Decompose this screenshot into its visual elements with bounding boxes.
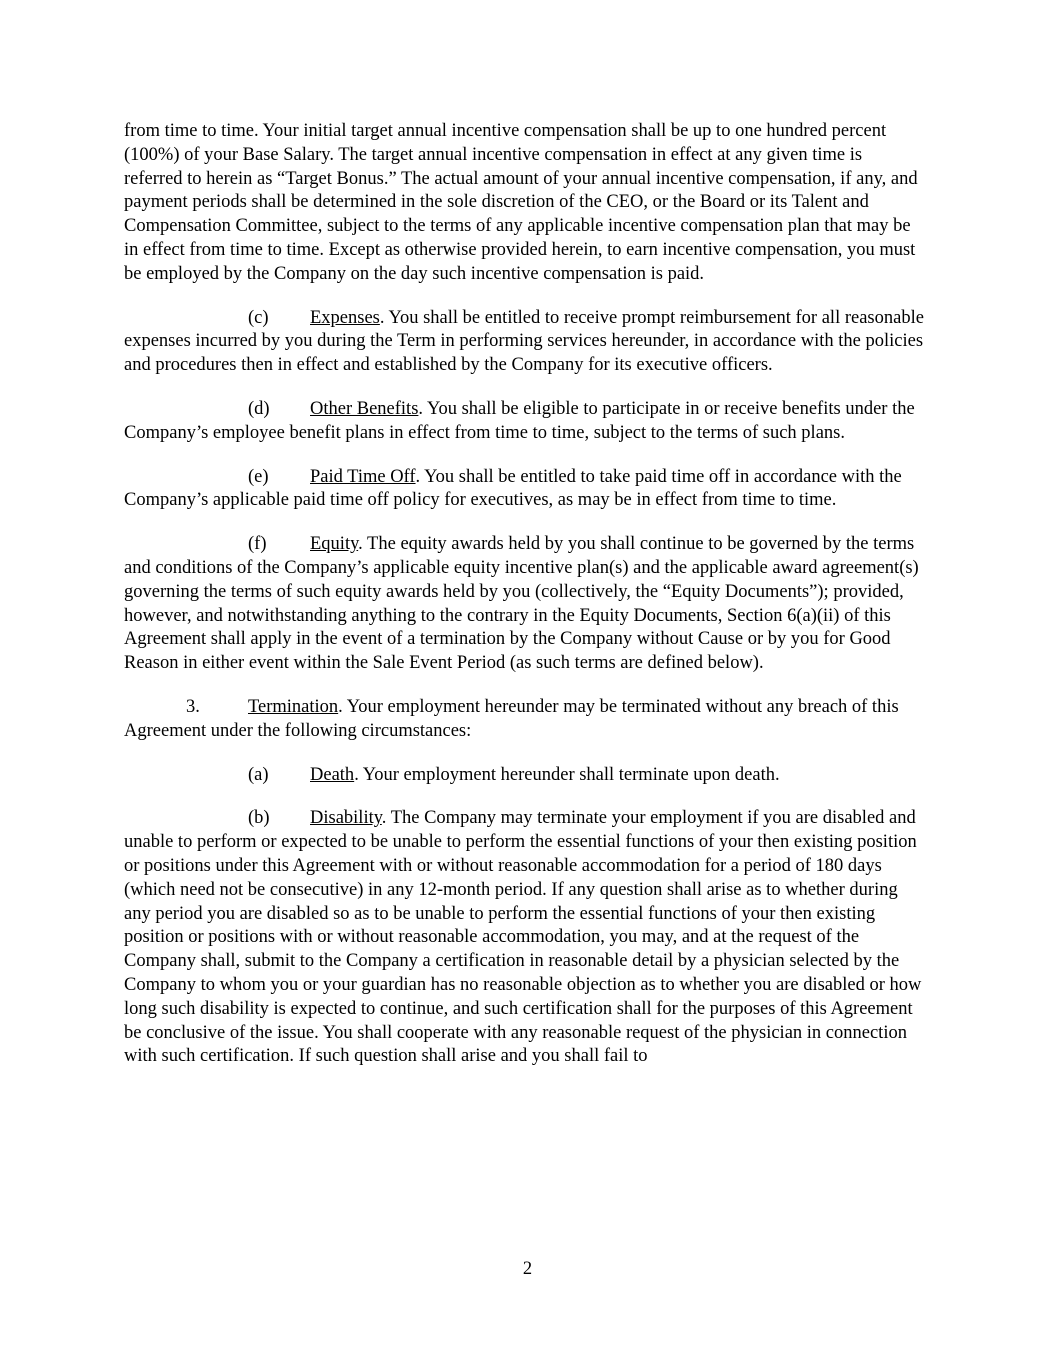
section-heading: Termination	[248, 696, 339, 717]
paragraph-marker: (c)	[248, 307, 269, 328]
paragraph-text: . The Company may terminate your employment if you are disabled and unable to perform or expected to be unable to perform the essential functions of your then existing position or positions under this Agreement with or without reasonable accommodation for a period of 180 days (which need not be consecutive) in any 12-month period. If any question shall arise as to whether during any period you are disabled so as to be unable to perform the essential functions of your then existing position or positions with or without reasonable accommodation, you may, and at the request of the Company shall, submit to the Company a certification in reasonable detail by a physician selected by the Company to whom you or your guardian has no reasonable objection as to whether you are disabled or how long such disability is expected to continue, and such certification shall for the purposes of this Agreement be conclusive of the issue. You shall cooperate with any reasonable request of the physician in connection with such certification. If such question shall arise and you shall fail to	[124, 808, 922, 1067]
death-paragraph	[248, 764, 924, 788]
paragraph-text: . You shall be entitled to take paid time off in accordance with the Company’s applicable paid time off policy for executives, as may be in effect from time to time.	[124, 466, 902, 511]
expenses-paragraph	[124, 307, 924, 378]
paragraph-text: . The equity awards held by you shall continue to be governed by the terms and conditions of the Company’s applicable equity incentive plan(s) and the applicable award agreement(s) governing the terms of such equity awards held by you (collectively, the “Equity Documents”); provided, however, and notwithstanding anything to the contrary in the Equity Documents, Section 6(a)(ii) of this Agreement shall apply in the event of a termination by the Company without Cause or by you for Good Reason in either event within the Sale Event Period (as such terms are defined below).	[124, 534, 919, 674]
paragraph-text: . Your employment hereunder shall terminate upon death.	[354, 764, 780, 785]
paragraph-marker: (a)	[248, 764, 269, 785]
continuation-paragraph: from time to time. Your initial target annual incentive compensation shall be up to one hundred percent (100%) of your Base Salary. The target annual incentive compensation in effect at any given time is referred to herein as “Target Bonus.” The actual amount of your annual incentive compensation, if any, and payment periods shall be determined in the sole discretion of the CEO, or the Board or its Talent and Compensation Committee, subject to the terms of any applicable incentive compensation plan that may be in effect from time to time. Except as otherwise provided herein, to earn incentive compensation, you must be employed by the Company on the day such incentive compensation is paid.	[124, 121, 918, 284]
section-text: . Your employment hereunder may be terminated without any breach of this Agreement under the following circumstances:	[124, 696, 899, 741]
equity-paragraph	[124, 533, 924, 676]
paragraph-text: . You shall be entitled to receive prompt reimbursement for all reasonable expenses incurred by you during the Term in performing services hereunder, in accordance with the policies and procedures then in effect and established by the Company for its executive officers.	[124, 307, 924, 376]
paragraph-heading: Death	[310, 764, 355, 785]
paragraph-heading: Disability	[310, 808, 382, 829]
paragraph-marker: (b)	[248, 808, 270, 829]
other-benefits-paragraph	[124, 398, 924, 446]
disability-paragraph	[124, 807, 924, 1069]
paragraph-marker: (d)	[248, 398, 270, 419]
paid-time-off-paragraph	[124, 466, 924, 514]
page-number: 2	[522, 1259, 533, 1279]
paragraph-heading: Other Benefits	[310, 398, 419, 419]
document-body	[124, 120, 924, 1089]
section-marker: 3.	[186, 696, 200, 717]
termination-section	[124, 696, 924, 744]
paragraph-text: . You shall be eligible to participate in or receive benefits under the Company’s employee benefit plans in effect from time to time, subject to the terms of such plans.	[124, 398, 915, 443]
paragraph-heading: Paid Time Off	[310, 466, 416, 487]
paragraph-marker: (f)	[248, 534, 267, 555]
paragraph-marker: (e)	[248, 466, 269, 487]
paragraph-heading: Expenses	[310, 307, 380, 328]
paragraph-heading: Equity	[310, 534, 359, 555]
